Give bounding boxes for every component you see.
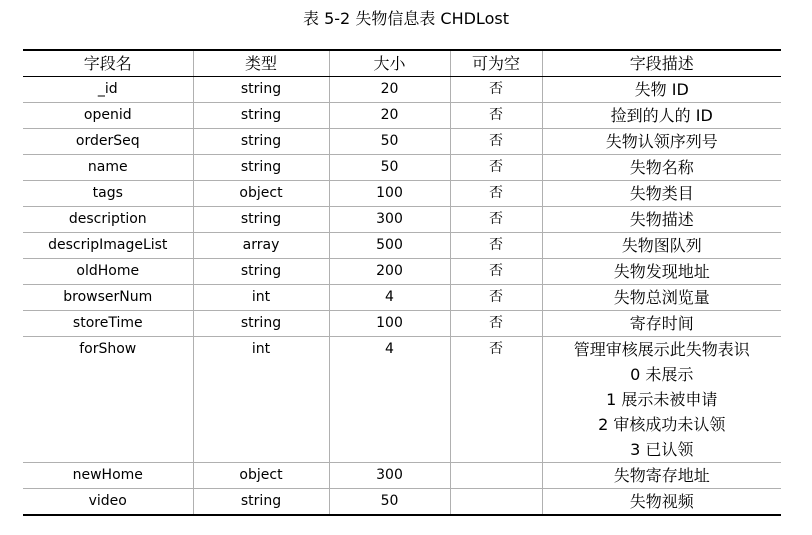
table-row [23,311,781,337]
table-row [23,155,781,181]
description-line: 失物视频 [629,492,694,511]
nullable-cell: 否 [450,285,542,311]
size-cell: 50 [329,155,450,181]
description-cell [542,77,781,103]
description-line: 失物名称 [629,158,694,177]
description-line: 2 审核成功未认领 [598,415,726,434]
description-cell [542,103,781,129]
description-cell [542,181,781,207]
type-cell: string [193,129,329,155]
description-line: 1 展示未被申请 [606,390,718,409]
type-cell: int [193,285,329,311]
description-line: 失物发现地址 [613,262,710,281]
description-line: 失物 ID [634,80,689,99]
table-row [23,337,781,463]
field-name-cell: video [23,489,193,516]
field-name-cell: tags [23,181,193,207]
header-description: 字段描述 [542,50,781,77]
table-row [23,129,781,155]
size-cell: 20 [329,77,450,103]
size-cell: 300 [329,463,450,489]
description-cell [542,259,781,285]
table-row [23,207,781,233]
field-name-cell: openid [23,103,193,129]
header-size: 大小 [329,50,450,77]
type-cell: string [193,259,329,285]
table-row [23,181,781,207]
description-line: 捡到的人的 ID [610,106,713,125]
header-field-name: 字段名 [23,50,193,77]
nullable-cell: 否 [450,155,542,181]
nullable-cell [450,463,542,489]
description-cell [542,207,781,233]
nullable-cell: 否 [450,77,542,103]
size-cell: 50 [329,489,450,516]
type-cell: string [193,155,329,181]
size-cell: 4 [329,285,450,311]
table-row [23,233,781,259]
nullable-cell [450,489,542,516]
table-caption: 表 5-2 失物信息表 CHDLost [303,9,509,28]
nullable-cell: 否 [450,233,542,259]
description-line: 失物图队列 [621,236,702,255]
field-name-cell: oldHome [23,259,193,285]
field-name-cell: descripImageList [23,233,193,259]
description-cell [542,311,781,337]
size-cell: 4 [329,337,450,463]
size-cell: 20 [329,103,450,129]
type-cell: string [193,311,329,337]
type-cell: string [193,103,329,129]
type-cell: object [193,463,329,489]
description-cell [542,129,781,155]
size-cell: 300 [329,207,450,233]
field-name-cell: _id [23,77,193,103]
field-table [23,49,781,516]
size-cell: 100 [329,311,450,337]
size-cell: 100 [329,181,450,207]
type-cell: string [193,207,329,233]
header-row [23,50,781,77]
nullable-cell: 否 [450,311,542,337]
nullable-cell: 否 [450,207,542,233]
description-line: 3 已认领 [630,440,694,459]
table-row [23,259,781,285]
description-cell [542,155,781,181]
description-line: 失物总浏览量 [613,288,710,307]
field-name-cell: orderSeq [23,129,193,155]
description-line: 失物寄存地址 [613,466,710,485]
nullable-cell: 否 [450,103,542,129]
description-cell [542,285,781,311]
field-name-cell: storeTime [23,311,193,337]
description-cell [542,337,781,463]
table-row [23,103,781,129]
size-cell: 50 [329,129,450,155]
nullable-cell: 否 [450,259,542,285]
description-line: 失物描述 [629,210,694,229]
table-row [23,463,781,489]
description-line: 管理审核展示此失物表识 [573,340,750,359]
table-row [23,77,781,103]
nullable-cell: 否 [450,129,542,155]
type-cell: array [193,233,329,259]
type-cell: int [193,337,329,463]
header-type: 类型 [193,50,329,77]
type-cell: string [193,77,329,103]
type-cell: object [193,181,329,207]
type-cell: string [193,489,329,516]
description-line: 失物类目 [629,184,694,203]
field-name-cell: newHome [23,463,193,489]
table-row [23,489,781,516]
field-name-cell: forShow [23,337,193,463]
description-cell [542,233,781,259]
description-cell [542,463,781,489]
nullable-cell: 否 [450,337,542,463]
size-cell: 500 [329,233,450,259]
description-cell [542,489,781,516]
description-line: 失物认领序列号 [605,132,718,151]
field-name-cell: browserNum [23,285,193,311]
size-cell: 200 [329,259,450,285]
description-line: 寄存时间 [629,314,694,333]
nullable-cell: 否 [450,181,542,207]
header-nullable: 可为空 [450,50,542,77]
table-row [23,285,781,311]
field-name-cell: name [23,155,193,181]
description-line: 0 未展示 [630,365,694,384]
field-name-cell: description [23,207,193,233]
